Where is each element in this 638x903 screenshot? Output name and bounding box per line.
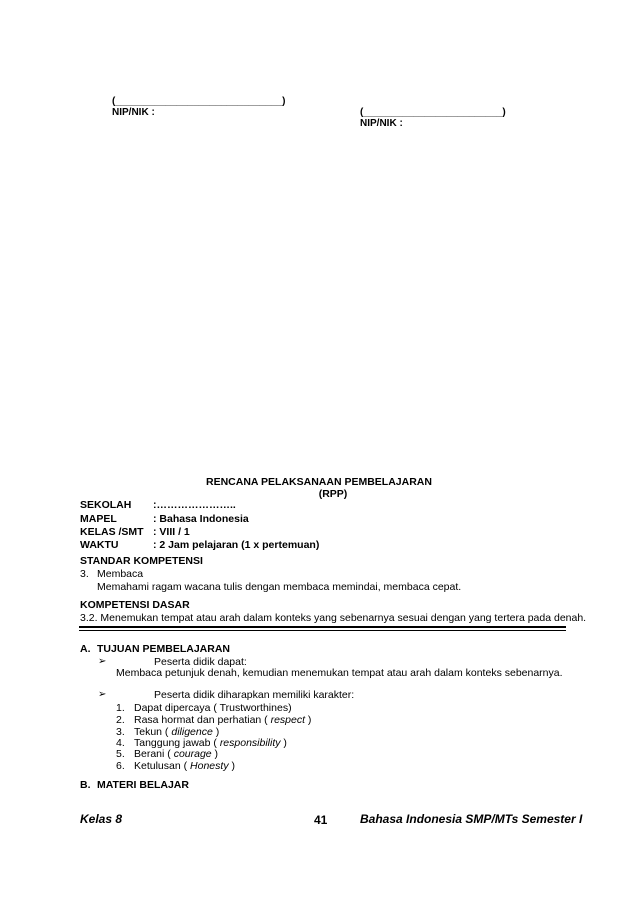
list-item: 6. Ketulusan ( Honesty ) [116, 760, 235, 772]
tujuan-point-1-desc: Membaca petunjuk denah, kemudian menemukan tempat atau arah dalam konteks sebenarnya. [116, 667, 563, 679]
meta-label: SEKOLAH [80, 499, 132, 511]
kompetensi-description: 3.2. Menemukan tempat atau arah dalam konteks yang sebenarnya sesuai dengan yang tertera pada denah. [80, 612, 587, 624]
tujuan-point-1: Peserta didik dapat: [154, 656, 247, 668]
list-item: 1. Dapat dipercaya ( Trustworthines) [116, 702, 292, 714]
arrow-bullet-icon: ➢ [98, 656, 107, 667]
list-item: 4. Tanggung jawab ( responsibility ) [116, 737, 287, 749]
standar-number: 3. [80, 568, 89, 580]
footer-class: Kelas 8 [80, 812, 123, 826]
footer-subject: Bahasa Indonesia SMP/MTs Semester I [360, 812, 583, 826]
meta-value: : Bahasa Indonesia [153, 513, 249, 525]
standar-item: Membaca [97, 568, 144, 580]
meta-value: : 2 Jam pelajaran (1 x pertemuan) [153, 539, 320, 551]
document-subtitle: (RPP) [318, 488, 348, 500]
kompetensi-heading: KOMPETENSI DASAR [80, 599, 190, 611]
meta-value: :………………….. [153, 499, 236, 511]
section-a-heading: TUJUAN PEMBELAJARAN [97, 643, 231, 655]
meta-value: : VIII / 1 [153, 526, 190, 538]
meta-label: WAKTU [80, 539, 119, 551]
section-b-letter: B. [80, 779, 91, 791]
meta-label: MAPEL [80, 513, 117, 525]
separator-thin [79, 630, 566, 631]
document-title: RENCANA PELAKSANAAN PEMBELAJARAN [206, 476, 432, 488]
separator-thick [79, 626, 566, 628]
page-number: 41 [314, 813, 328, 827]
signature-line-left: (______________________________) [112, 96, 286, 107]
list-item: 2. Rasa hormat dan perhatian ( respect ) [116, 714, 312, 726]
meta-label: KELAS /SMT [80, 526, 144, 538]
list-item: 5. Berani ( courage ) [116, 748, 219, 760]
section-a-letter: A. [80, 643, 91, 655]
signature-line-right: (_________________________) [360, 107, 506, 118]
standar-description: Memahami ragam wacana tulis dengan membaca memindai, membaca cepat. [97, 581, 462, 593]
arrow-bullet-icon: ➢ [98, 689, 107, 700]
section-b-heading: MATERI BELAJAR [97, 779, 189, 791]
nip-label-left: NIP/NIK : [112, 107, 155, 118]
nip-label-right: NIP/NIK : [360, 118, 403, 129]
standar-heading: STANDAR KOMPETENSI [80, 555, 203, 567]
tujuan-point-2: Peserta didik diharapkan memiliki karakter: [154, 689, 355, 701]
list-item: 3. Tekun ( diligence ) [116, 726, 220, 738]
